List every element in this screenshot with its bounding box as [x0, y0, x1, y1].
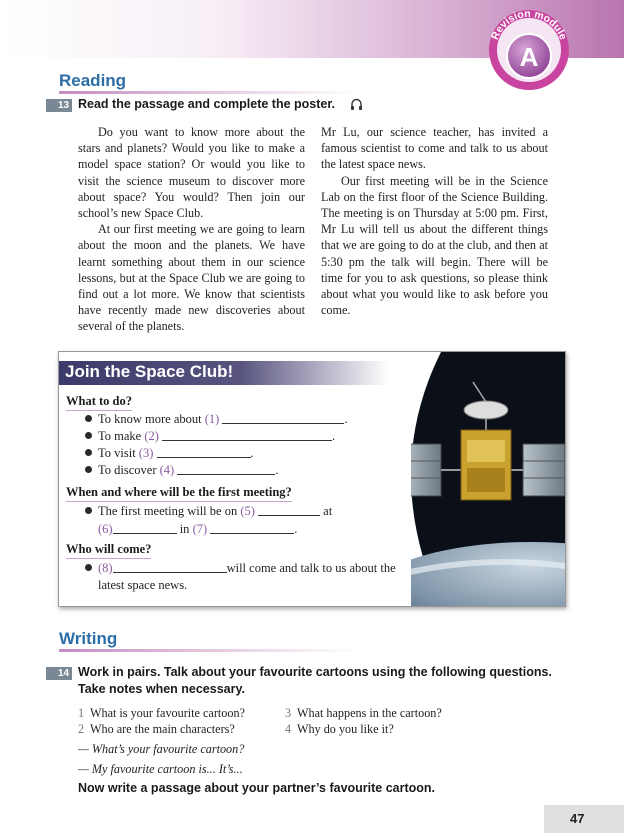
- question-number: 3: [285, 706, 292, 720]
- answer-blank-7[interactable]: [210, 522, 294, 534]
- dialog-line-1: — What’s your favourite cartoon?: [78, 742, 245, 756]
- passage-paragraph: Mr Lu, our science teacher, has invited a famous scientist to come and talk to us about the latest space news.: [321, 125, 548, 172]
- passage-paragraph: Do you want to know more about the stars and planets? Would you like to make a model space station? Or would you like to visit the science museum to discover more about space? You would? Then join our school’s new Space Club.: [78, 125, 305, 221]
- blank-number: (5): [240, 504, 255, 518]
- passage-paragraph: Our first meeting will be in the Science Lab on the first floor of the Science Building. The meeting is on Thursday at 5:00 pm. First, Mr Lu will tell us about the different things that we are going to do at the club, and then at 5:30 pm the talk will begin. There will be time for you to ask questions, so please think about what you would like to ask before you come.: [321, 173, 548, 318]
- item-end: .: [275, 463, 279, 477]
- blank-number: (2): [144, 429, 159, 443]
- item-end: .: [344, 412, 348, 426]
- item-text: To visit: [98, 446, 136, 460]
- bullet-icon: [85, 564, 92, 571]
- poster-title-bar: [59, 361, 389, 385]
- item-text: will come and talk to us about the: [226, 561, 396, 575]
- bullet-icon: [85, 432, 92, 439]
- poster-item-2: [85, 428, 335, 444]
- answer-blank-3[interactable]: [157, 446, 251, 458]
- question-number: 1: [78, 706, 85, 720]
- dialog-line-2: — My favourite cartoon is... It’s...: [78, 762, 243, 776]
- question-3: [285, 705, 442, 721]
- question-4: [285, 721, 394, 737]
- satellite-image: [411, 352, 565, 606]
- answer-blank-5[interactable]: [258, 504, 320, 516]
- passage-right-column: [321, 124, 548, 318]
- item-end: .: [332, 429, 336, 443]
- question-text: Who are the main characters?: [89, 722, 235, 736]
- answer-blank-1[interactable]: [222, 412, 344, 424]
- answer-blank-6[interactable]: [113, 522, 177, 534]
- passage-left-column: [78, 124, 305, 335]
- reading-instruction: Read the passage and complete the poster.: [78, 97, 336, 111]
- reading-title: Reading: [59, 71, 127, 90]
- item-text: To discover: [98, 463, 157, 477]
- passage-paragraph: At our first meeting we are going to learn about the moon and the planets. We have learnt something about them in our science lessons, but at the Space Club we are going to find out a lot more. We know that scientists have recently made new discoveries about several of the planets.: [78, 222, 305, 334]
- space-club-poster: [58, 351, 566, 607]
- question-number: 2: [78, 722, 85, 736]
- item-text: at: [323, 504, 333, 518]
- answer-blank-2[interactable]: [162, 429, 332, 441]
- blank-number: (7): [192, 522, 208, 536]
- bullet-icon: [85, 449, 92, 456]
- task-number-13: 13: [46, 99, 72, 112]
- svg-text:Revision module: Revision module: [488, 7, 570, 42]
- who-line-1: [85, 560, 396, 576]
- question-who-will-come: Who will come?: [66, 542, 151, 559]
- question-what-to-do: What to do?: [66, 394, 132, 411]
- question-1: [78, 705, 245, 721]
- answer-blank-4[interactable]: [177, 463, 275, 475]
- question-number: 4: [285, 722, 292, 736]
- item-text: To know more about: [98, 412, 202, 426]
- task-number-14: 14: [46, 667, 72, 680]
- blank-number: (1): [204, 412, 220, 426]
- headphones-icon[interactable]: [350, 98, 363, 111]
- bullet-icon: [85, 466, 92, 473]
- writing-instruction-1: Work in pairs. Talk about your favourite cartoons using the following questions.: [78, 665, 552, 679]
- who-line-2: latest space news.: [98, 578, 188, 592]
- revision-module-badge: [486, 6, 572, 92]
- blank-number: (8): [98, 561, 113, 575]
- question-text: What happens in the cartoon?: [296, 706, 442, 720]
- poster-title: Join the Space Club!: [65, 362, 234, 381]
- question-text: What is your favourite cartoon?: [89, 706, 245, 720]
- poster-item-3: [85, 445, 254, 461]
- bullet-icon: [85, 415, 92, 422]
- question-2: [78, 721, 235, 737]
- answer-blank-8[interactable]: [113, 561, 227, 573]
- blank-number: (6): [98, 522, 113, 536]
- reading-underline: [59, 91, 359, 94]
- meeting-line-1: [85, 503, 332, 519]
- poster-item-1: [85, 411, 348, 427]
- meeting-line-2: [98, 521, 297, 537]
- item-text: To make: [98, 429, 142, 443]
- question-when-where: When and where will be the first meeting?: [66, 485, 292, 502]
- item-text: in: [179, 522, 190, 536]
- writing-instruction-2: Take notes when necessary.: [78, 682, 245, 696]
- item-text: The first meeting will be on: [98, 504, 238, 518]
- bullet-icon: [85, 507, 92, 514]
- writing-final-instruction: Now write a passage about your partner’s favourite cartoon.: [78, 781, 436, 795]
- writing-underline: [59, 649, 359, 652]
- blank-number: (4): [159, 463, 175, 477]
- item-end: .: [250, 446, 254, 460]
- page-number: 47: [544, 805, 624, 833]
- svg-text:A: A: [519, 42, 539, 72]
- item-end: .: [294, 522, 298, 536]
- writing-title: Writing: [59, 629, 118, 648]
- poster-item-4: [85, 462, 278, 478]
- question-text: Why do you like it?: [296, 722, 394, 736]
- blank-number: (3): [138, 446, 154, 460]
